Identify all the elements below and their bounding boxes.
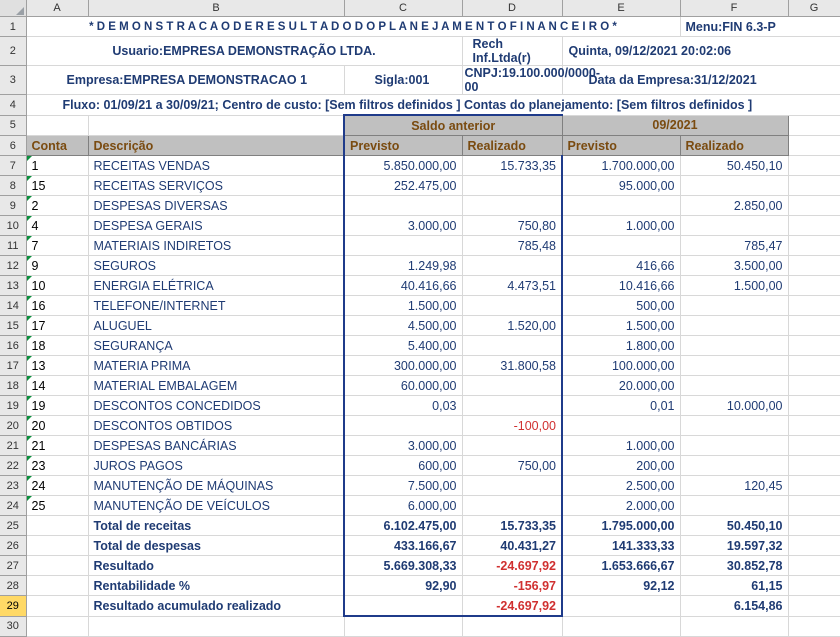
cell-previsto-anterior: 5.850.000,00 <box>344 156 462 176</box>
table-row[interactable] <box>0 196 840 216</box>
cell-realizado-periodo <box>680 316 788 336</box>
cell-previsto-anterior: 3.000,00 <box>344 436 462 456</box>
row-4 <box>0 95 840 116</box>
cnpj-label: CNPJ:19.100.000/0000-00 <box>462 66 562 95</box>
cell-conta: 24 <box>26 476 88 496</box>
row-header-8[interactable]: 8 <box>0 176 26 196</box>
cell-previsto-periodo: 200,00 <box>562 456 680 476</box>
select-all-corner[interactable] <box>0 0 26 17</box>
cell-realizado-periodo: 61,15 <box>680 576 788 596</box>
cell-realizado-anterior <box>462 376 562 396</box>
cell-realizado-anterior <box>462 436 562 456</box>
cell-conta: 7 <box>26 236 88 256</box>
cell-previsto-periodo: 141.333,33 <box>562 536 680 556</box>
empty-g <box>788 236 840 256</box>
cell-realizado-periodo: 50.450,10 <box>680 516 788 536</box>
sigla-label: Sigla:001 <box>344 66 462 95</box>
empty-g6 <box>788 136 840 156</box>
cell-previsto-periodo: 416,66 <box>562 256 680 276</box>
cell-realizado-anterior: 750,00 <box>462 456 562 476</box>
row-header-3[interactable]: 3 <box>0 66 26 95</box>
row-header-23[interactable]: 23 <box>0 476 26 496</box>
cell-previsto-periodo: 500,00 <box>562 296 680 316</box>
empty-b5 <box>88 115 344 136</box>
table-row[interactable] <box>0 376 840 396</box>
row-header-14[interactable]: 14 <box>0 296 26 316</box>
cell-realizado-periodo <box>680 376 788 396</box>
usuario-label: Usuario:EMPRESA DEMONSTRAÇÃO LTDA. <box>26 37 462 66</box>
total-row-selected[interactable] <box>0 596 840 617</box>
header-descricao: Descrição <box>88 136 344 156</box>
cell-previsto-anterior: 60.000,00 <box>344 376 462 396</box>
cell-realizado-anterior: -100,00 <box>462 416 562 436</box>
cell-realizado-anterior: 31.800,58 <box>462 356 562 376</box>
cell-previsto-periodo <box>562 196 680 216</box>
cell-previsto-periodo: 1.000,00 <box>562 216 680 236</box>
menu-label: Menu:FIN 6.3-P <box>680 17 840 37</box>
table-row[interactable] <box>0 456 840 476</box>
empty-g <box>788 416 840 436</box>
cell-descricao: DESPESAS DIVERSAS <box>88 196 344 216</box>
table-row[interactable] <box>0 356 840 376</box>
cell-realizado-periodo: 10.000,00 <box>680 396 788 416</box>
corner-triangle-icon <box>16 7 24 15</box>
cell-previsto-periodo: 2.500,00 <box>562 476 680 496</box>
cell-conta <box>26 596 88 617</box>
cell-conta: 10 <box>26 276 88 296</box>
row-header-27[interactable]: 27 <box>0 556 26 576</box>
cell-previsto-periodo: 1.500,00 <box>562 316 680 336</box>
cell-previsto-periodo: 95.000,00 <box>562 176 680 196</box>
cell-realizado-anterior <box>462 396 562 416</box>
cell-conta: 17 <box>26 316 88 336</box>
column-header-A[interactable]: A <box>26 0 88 17</box>
empty-g <box>788 536 840 556</box>
cell-realizado-periodo: 3.500,00 <box>680 256 788 276</box>
row-header-12[interactable]: 12 <box>0 256 26 276</box>
row-header-7[interactable]: 7 <box>0 156 26 176</box>
empty-g <box>788 316 840 336</box>
empty-g <box>788 176 840 196</box>
group-header-periodo: 09/2021 <box>562 115 788 136</box>
table-row[interactable] <box>0 336 840 356</box>
cell-descricao: SEGURANÇA <box>88 336 344 356</box>
empty-a30 <box>26 616 88 637</box>
total-row[interactable] <box>0 576 840 596</box>
row-5 <box>0 115 840 136</box>
cell-previsto-anterior <box>344 196 462 216</box>
cell-realizado-anterior: -24.697,92 <box>462 596 562 617</box>
cell-realizado-anterior: 40.431,27 <box>462 536 562 556</box>
empty-g <box>788 436 840 456</box>
cell-previsto-anterior: 92,90 <box>344 576 462 596</box>
cell-descricao: ALUGUEL <box>88 316 344 336</box>
cell-previsto-anterior: 40.416,66 <box>344 276 462 296</box>
cell-conta: 14 <box>26 376 88 396</box>
cell-previsto-anterior: 6.000,00 <box>344 496 462 516</box>
cell-conta: 18 <box>26 336 88 356</box>
total-row[interactable] <box>0 556 840 576</box>
empty-e30 <box>562 616 680 637</box>
cell-previsto-anterior: 433.166,67 <box>344 536 462 556</box>
cell-descricao: RECEITAS SERVIÇOS <box>88 176 344 196</box>
cell-realizado-anterior <box>462 336 562 356</box>
cell-previsto-anterior: 600,00 <box>344 456 462 476</box>
cell-descricao: DESPESAS BANCÁRIAS <box>88 436 344 456</box>
empty-c30 <box>344 616 462 637</box>
empty-g <box>788 456 840 476</box>
cell-conta: 23 <box>26 456 88 476</box>
empty-g <box>788 156 840 176</box>
cell-previsto-anterior <box>344 596 462 617</box>
column-header-row <box>0 0 840 17</box>
report-title: * D E M O N S T R A C A O D E R E S U L T A D O D O P L A N E J A M E N T O F I N A N C E I R O * <box>26 17 680 37</box>
cell-realizado-periodo: 50.450,10 <box>680 156 788 176</box>
cell-realizado-periodo: 6.154,86 <box>680 596 788 617</box>
empty-g <box>788 556 840 576</box>
cell-realizado-anterior <box>462 256 562 276</box>
table-row[interactable] <box>0 436 840 456</box>
empty-g <box>788 596 840 617</box>
row-header-17[interactable]: 17 <box>0 356 26 376</box>
cell-realizado-periodo <box>680 456 788 476</box>
cell-realizado-periodo: 2.850,00 <box>680 196 788 216</box>
cell-realizado-periodo <box>680 496 788 516</box>
cell-conta: 25 <box>26 496 88 516</box>
cell-previsto-periodo: 20.000,00 <box>562 376 680 396</box>
row-header-25[interactable]: 25 <box>0 516 26 536</box>
empty-g <box>788 576 840 596</box>
column-header-C[interactable]: C <box>344 0 462 17</box>
table-row[interactable] <box>0 416 840 436</box>
cell-previsto-periodo: 1.795.000,00 <box>562 516 680 536</box>
cell-descricao: MATERIAIS INDIRETOS <box>88 236 344 256</box>
table-row[interactable] <box>0 256 840 276</box>
row-header-1[interactable]: 1 <box>0 17 26 37</box>
cell-realizado-anterior: 1.520,00 <box>462 316 562 336</box>
row-header-24[interactable]: 24 <box>0 496 26 516</box>
cell-descricao: MANUTENÇÃO DE MÁQUINAS <box>88 476 344 496</box>
row-header-20[interactable]: 20 <box>0 416 26 436</box>
cell-realizado-anterior <box>462 496 562 516</box>
cell-descricao: MATERIA PRIMA <box>88 356 344 376</box>
row-3 <box>0 66 840 95</box>
header-conta: Conta <box>26 136 88 156</box>
row-header-15[interactable]: 15 <box>0 316 26 336</box>
cell-previsto-anterior: 5.669.308,33 <box>344 556 462 576</box>
column-header-D[interactable]: D <box>462 0 562 17</box>
column-header-G[interactable]: G <box>788 0 840 17</box>
cell-conta <box>26 516 88 536</box>
cell-total-label: Total de receitas <box>88 516 344 536</box>
row-header-22[interactable]: 22 <box>0 456 26 476</box>
cell-realizado-anterior: -156,97 <box>462 576 562 596</box>
cell-descricao: MANUTENÇÃO DE VEÍCULOS <box>88 496 344 516</box>
cell-previsto-anterior: 0,03 <box>344 396 462 416</box>
cell-realizado-anterior: 785,48 <box>462 236 562 256</box>
empty-f30 <box>680 616 788 637</box>
table-row[interactable] <box>0 316 840 336</box>
empty-g <box>788 256 840 276</box>
cell-total-label: Total de despesas <box>88 536 344 556</box>
empresa-label: Empresa:EMPRESA DEMONSTRACAO 1 <box>26 66 344 95</box>
fluxo-label: Fluxo: 01/09/21 a 30/09/21; Centro de custo: [Sem filtros definidos ] Contas do planejamento: [Sem filtros definidos ] <box>26 95 840 116</box>
cell-previsto-periodo: 1.700.000,00 <box>562 156 680 176</box>
row-header-16[interactable]: 16 <box>0 336 26 356</box>
row-30[interactable] <box>0 616 840 637</box>
empty-g <box>788 496 840 516</box>
total-row[interactable] <box>0 536 840 556</box>
cell-conta: 19 <box>26 396 88 416</box>
row-header-26[interactable]: 26 <box>0 536 26 556</box>
cell-previsto-periodo: 0,01 <box>562 396 680 416</box>
column-header-F[interactable]: F <box>680 0 788 17</box>
cell-descricao: DESCONTOS CONCEDIDOS <box>88 396 344 416</box>
cell-realizado-anterior: 15.733,35 <box>462 156 562 176</box>
cell-realizado-periodo <box>680 296 788 316</box>
cell-conta: 4 <box>26 216 88 236</box>
table-row[interactable] <box>0 296 840 316</box>
empty-a5 <box>26 115 88 136</box>
cell-total-label: Rentabilidade % <box>88 576 344 596</box>
empty-g30 <box>788 616 840 637</box>
total-row[interactable] <box>0 516 840 536</box>
row-header-30[interactable]: 30 <box>0 616 26 637</box>
cell-conta <box>26 576 88 596</box>
row-header-2[interactable]: 2 <box>0 37 26 66</box>
cell-previsto-anterior: 1.500,00 <box>344 296 462 316</box>
row-header-5[interactable]: 5 <box>0 115 26 136</box>
cell-descricao: JUROS PAGOS <box>88 456 344 476</box>
empty-d30 <box>462 616 562 637</box>
row-6 <box>0 136 840 156</box>
cell-previsto-anterior <box>344 236 462 256</box>
table-row[interactable] <box>0 396 840 416</box>
cell-realizado-periodo <box>680 436 788 456</box>
cell-descricao: DESPESA GERAIS <box>88 216 344 236</box>
table-row[interactable] <box>0 276 840 296</box>
cell-conta: 21 <box>26 436 88 456</box>
cell-realizado-anterior <box>462 196 562 216</box>
empty-g <box>788 296 840 316</box>
cell-realizado-anterior <box>462 476 562 496</box>
cell-conta <box>26 556 88 576</box>
column-header-B[interactable]: B <box>88 0 344 17</box>
cell-realizado-periodo: 19.597,32 <box>680 536 788 556</box>
cell-total-label: Resultado <box>88 556 344 576</box>
empty-g5 <box>788 115 840 136</box>
table-row[interactable] <box>0 216 840 236</box>
cell-previsto-anterior: 7.500,00 <box>344 476 462 496</box>
cell-previsto-periodo: 100.000,00 <box>562 356 680 376</box>
cell-previsto-anterior: 3.000,00 <box>344 216 462 236</box>
empty-g <box>788 376 840 396</box>
cell-previsto-periodo: 1.800,00 <box>562 336 680 356</box>
table-row[interactable] <box>0 476 840 496</box>
cell-realizado-anterior: -24.697,92 <box>462 556 562 576</box>
empty-b30 <box>88 616 344 637</box>
cell-realizado-periodo <box>680 416 788 436</box>
cell-conta: 15 <box>26 176 88 196</box>
header-previsto-anterior: Previsto <box>344 136 462 156</box>
cell-previsto-periodo <box>562 416 680 436</box>
row-header-11[interactable]: 11 <box>0 236 26 256</box>
cell-realizado-anterior <box>462 176 562 196</box>
cell-total-label: Resultado acumulado realizado <box>88 596 344 617</box>
header-realizado-anterior: Realizado <box>462 136 562 156</box>
cell-previsto-anterior: 300.000,00 <box>344 356 462 376</box>
row-header-19[interactable]: 19 <box>0 396 26 416</box>
cell-realizado-periodo: 120,45 <box>680 476 788 496</box>
header-previsto-periodo: Previsto <box>562 136 680 156</box>
cell-descricao: RECEITAS VENDAS <box>88 156 344 176</box>
cell-previsto-anterior <box>344 416 462 436</box>
row-header-9[interactable]: 9 <box>0 196 26 216</box>
cell-descricao: DESCONTOS OBTIDOS <box>88 416 344 436</box>
cell-realizado-periodo: 30.852,78 <box>680 556 788 576</box>
cell-conta <box>26 536 88 556</box>
cell-conta: 9 <box>26 256 88 276</box>
datahora-label: Quinta, 09/12/2021 20:02:06 <box>562 37 840 66</box>
cell-realizado-periodo <box>680 336 788 356</box>
cell-previsto-periodo: 2.000,00 <box>562 496 680 516</box>
group-header-saldo-anterior: Saldo anterior <box>344 115 562 136</box>
cell-previsto-periodo: 1.000,00 <box>562 436 680 456</box>
row-header-10[interactable]: 10 <box>0 216 26 236</box>
cell-realizado-periodo: 1.500,00 <box>680 276 788 296</box>
cell-conta: 13 <box>26 356 88 376</box>
cell-previsto-anterior: 252.475,00 <box>344 176 462 196</box>
cell-previsto-periodo: 1.653.666,67 <box>562 556 680 576</box>
row-header-4[interactable]: 4 <box>0 95 26 116</box>
row-header-18[interactable]: 18 <box>0 376 26 396</box>
table-row[interactable] <box>0 156 840 176</box>
cell-descricao: SEGUROS <box>88 256 344 276</box>
cell-conta: 2 <box>26 196 88 216</box>
cell-previsto-periodo: 92,12 <box>562 576 680 596</box>
row-header-29[interactable]: 29 <box>0 596 26 617</box>
cell-descricao: ENERGIA ELÉTRICA <box>88 276 344 296</box>
cell-conta: 1 <box>26 156 88 176</box>
cell-realizado-anterior: 750,80 <box>462 216 562 236</box>
cell-realizado-anterior: 4.473,51 <box>462 276 562 296</box>
row-2 <box>0 37 840 66</box>
cell-previsto-anterior: 4.500,00 <box>344 316 462 336</box>
cell-previsto-anterior: 1.249,98 <box>344 256 462 276</box>
column-header-E[interactable]: E <box>562 0 680 17</box>
cell-conta: 20 <box>26 416 88 436</box>
cell-previsto-periodo <box>562 596 680 617</box>
empty-g <box>788 336 840 356</box>
row-header-13[interactable]: 13 <box>0 276 26 296</box>
cell-realizado-periodo <box>680 176 788 196</box>
cell-descricao: TELEFONE/INTERNET <box>88 296 344 316</box>
cell-realizado-periodo <box>680 356 788 376</box>
table-row[interactable] <box>0 496 840 516</box>
empty-g <box>788 216 840 236</box>
table-row[interactable] <box>0 176 840 196</box>
table-row[interactable] <box>0 236 840 256</box>
cell-previsto-periodo <box>562 236 680 256</box>
cell-realizado-periodo: 785,47 <box>680 236 788 256</box>
cell-realizado-anterior: 15.733,35 <box>462 516 562 536</box>
cell-previsto-anterior: 6.102.475,00 <box>344 516 462 536</box>
row-header-21[interactable]: 21 <box>0 436 26 456</box>
empty-g <box>788 476 840 496</box>
empty-g <box>788 276 840 296</box>
empty-g <box>788 396 840 416</box>
row-header-6[interactable]: 6 <box>0 136 26 156</box>
empty-g <box>788 516 840 536</box>
cell-descricao: MATERIAL EMBALAGEM <box>88 376 344 396</box>
cell-conta: 16 <box>26 296 88 316</box>
row-header-28[interactable]: 28 <box>0 576 26 596</box>
row-1 <box>0 17 840 37</box>
empty-g <box>788 356 840 376</box>
header-realizado-periodo: Realizado <box>680 136 788 156</box>
cell-realizado-periodo <box>680 216 788 236</box>
rech-label: Rech Inf.Ltda(r) <box>462 37 562 66</box>
cell-previsto-anterior: 5.400,00 <box>344 336 462 356</box>
data-empresa-label: Data da Empresa:31/12/2021 <box>562 66 840 95</box>
cell-previsto-periodo: 10.416,66 <box>562 276 680 296</box>
empty-g <box>788 196 840 216</box>
cell-realizado-anterior <box>462 296 562 316</box>
